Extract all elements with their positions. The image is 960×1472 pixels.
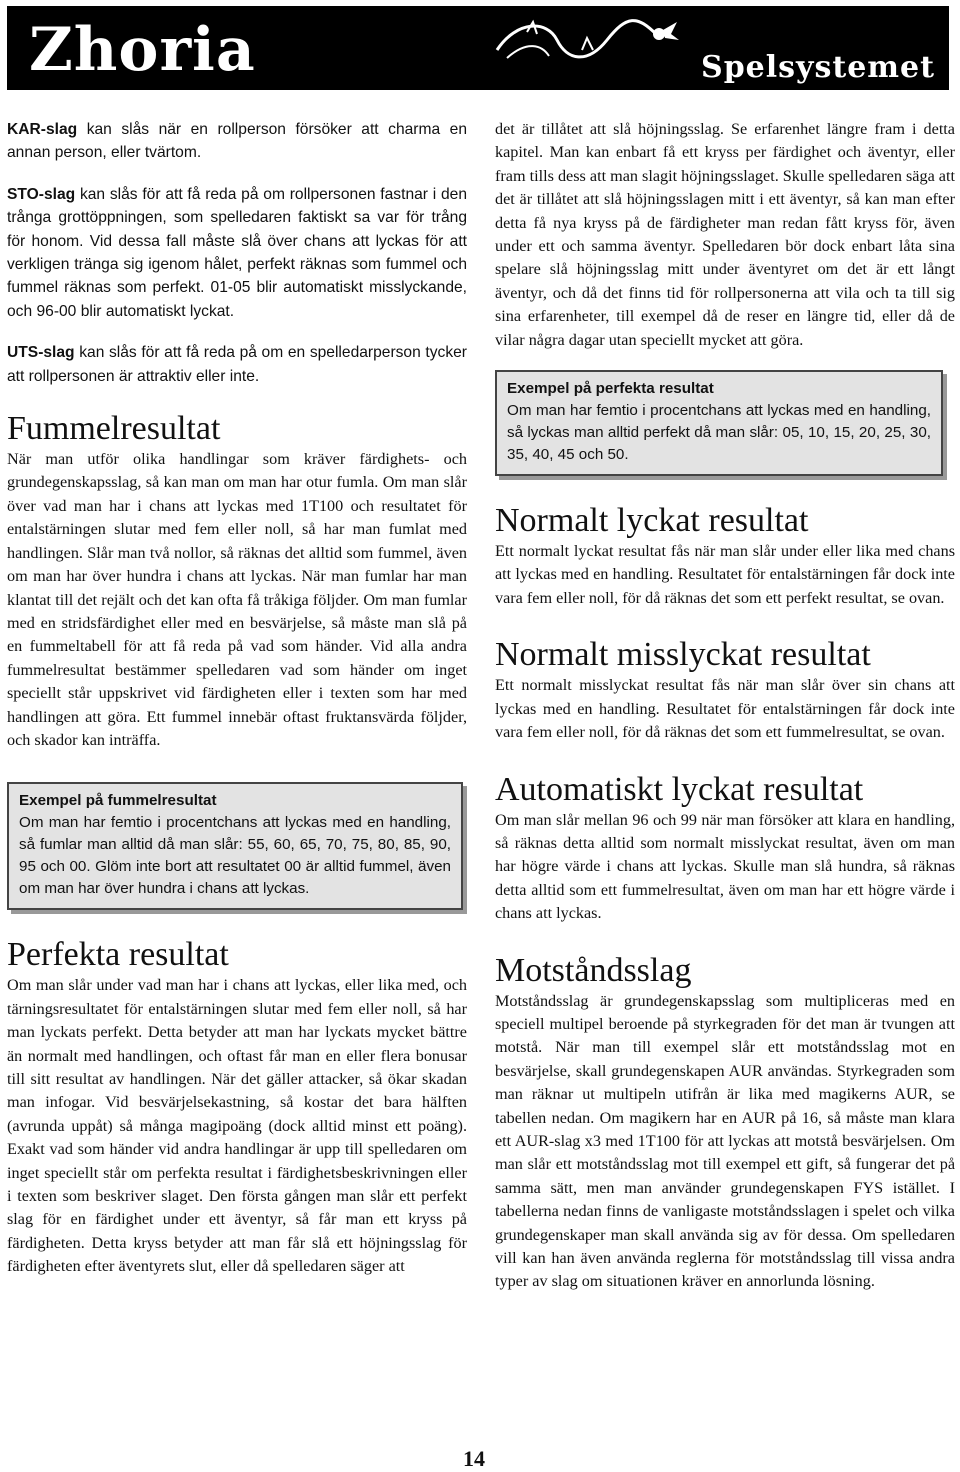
dragon-ornament-icon [487,10,687,70]
left-column [7,118,467,1279]
fummel-example-text: Om man har femtio i procentchans att lyckas med en handling, så fumlar man alltid då man slår: 55, 60, 65, 70, 75, 80, 85, 90, 95 och 00. Glöm inte bort att resultatet 00 är alltid fummel, även om man har över hundra i chans att lyckas. [19,814,451,898]
section-title [701,50,935,85]
page-header [7,6,949,90]
motstand-heading: Motståndsslag [495,951,692,989]
uts-lead: UTS-slag [7,344,75,362]
sto-lead: STO-slag [7,185,76,203]
perfekt-example-title: Exempel på perfekta resultat [507,380,714,398]
perfekta-text: Om man slår under vad man har i chans att lyckas, eller lika med, och tärningsresultatet för entalstärningen slutar med fem eller noll, så har man lyckats perfekt. Detta betyder att man har lyckats mycket bättre än normalt med handlingen, och oftast får man en eller flera bonusar till sitt resultat av handlingen. När det gäller attacker, så ökar skadan man infogar. Vid besvärjelsekastning, så kostar det bara hälften (avrunda uppåt) så många magipoäng (dock alltid minst ett poäng). Exakt vad som händer vid andra handlingar är upp till spelledaren om inget speciellt står om perfekta resultat i färdighetsbeskrivningen eller i texten som beskriver slaget. Den första gången man slår ett perfekt slag för en färdighet under ett äventyr, så får man ett kryss på färdigheten. Detta kryss betyder att man får slå ett höjningsslag för färdigheten efter äventyrets slut, eller då spelledaren säger att [7,976,467,1276]
brand-title [29,14,256,86]
right-column [495,118,955,1294]
continued-text: det är tillåtet att slå höjningsslag. Se erfarenhet längre fram i detta kapitel. Man kan enbart få ett kryss per färdighet och äventyr, eller fram tills dess att man slagit höjningsslaget. Skulle spelledaren säga att det är tillåtet att slå höjningsslagen mitt i ett äventyr, så kan man efter detta få nya kryss på de färdigheter man redan fått kryss för, även under ett och samma äventyr. Spelledaren bör dock enbart låta sina spelare slå höjningsslag mitt under äventyret om det är ett långt äventyr, och då det finns tid för rollpersonerna att vila och ta till sig sina erfarenheter, till exempel då de reser en längre tid, eller då de vilar några dagar utan speciellt mycket att göra. [495,120,955,349]
sto-paragraph [7,183,467,323]
normalt-lyckat-text: Ett normalt lyckat resultat fås när man slår under eller lika med chans att lyckas med en handling. Resultatet för entalstärningen får dock inte vara fem eller noll, för då räknas det som ett perfekt resultat, se ovan. [495,542,955,607]
perfekta-heading: Perfekta resultat [7,936,229,974]
section-text: Spelsystemet [701,50,935,85]
fummel-example-title: Exempel på fummelresultat [19,792,217,810]
perfekt-example-text: Om man har femtio i procentchans att lyckas med en handling, så lyckas man alltid perfekt då man slår: 05, 10, 15, 20, 25, 30, 35, 40, 45 och 50. [507,402,931,464]
normalt-misslyckat-heading: Normalt misslyckat resultat [495,636,871,674]
kar-paragraph [7,118,467,165]
sto-text-1: kan slås för att få reda på om rollpersonen fastnar i den trånga grottöppningen, som spelledaren faktiskt sa var för trång för honom. [7,185,467,250]
fummel-heading: Fummelresultat [7,410,221,448]
motstand-text: Motståndsslag är grundegenskapsslag som multipliceras med en speciell multipel beroende på styrkegraden för det man är tvungen att motstå. När man till exempel slår ett motståndsslag mot en besvärjelse, skall grundegenskapen AUR användas. Styrkegraden som man räknar ut multipeln utifrån är lika med magikerns AUR, se tabellen nedan. Om magikern har en AUR på 16, så måste man klara ett AUR-slag x3 med 1T100 för att lyckas att motstå besvärjelsen. Om man slår ett motståndsslag mot till exempel ett gift, så fungerar det på samma sätt, men man använder grundegenskapen FYS istället. I tabellerna nedan finns de vanligaste motståndsslagen i spelet och vilka grundegenskaper man skall använda sig av för dessa. Om spelledaren vill kan han även använda reglerna för motståndsslag till vissa andra typer av slag om situationen kräver en annorlunda lösning. [495,991,955,1291]
perfekt-example-box [495,370,943,476]
automatiskt-heading: Automatiskt lyckat resultat [495,770,864,808]
fummel-example-box [7,782,463,910]
normalt-misslyckat-text: Ett normalt misslyckat resultat fås när man slår över sin chans att lyckas med en handling. Resultatet för entalstärningen får dock inte vara fem eller noll, för då räknas det som ett fummelresultat, se ovan. [495,676,955,742]
kar-lead: KAR-slag [7,121,78,138]
fummel-text: När man utför olika handlingar som kräver färdighets- och grundegenskapsslag, så kan man om man har otur fumla. Om man slår över vad man har i chans att lyckas med 1T100 och resultatet för entalstärningen slutar med fem eller noll, så har man fumlat med handlingen. Slår man två nollor, så räknas det alltid som fummel, även om man har över hundra i chans att lyckas. När man fumlar har man klantat till det rejält och det kan ofta få tråkiga följder. Om man fumlar med en stridsfärdighet eller med en besvärjelse, så måste man slå på en fummeltabell för att få reda på vad som händer. Vid alla andra fummelresultat bestämmer spelledaren vad som händer om inget speciellt står uppskrivet vid färdigheten eller i texten som har med handlingen att göra. Ett fummel innebär oftast fruktansvärda följder, och skador kan inträffa. [7,450,467,749]
brand-text: Zhoria [29,15,256,85]
sto-text-2: Vid dessa fall måste slå över chans att lyckas för att verkligen tränga sig igenom hålet, perfekt räknas som fummel och fummel räknas som perfekt. 01-05 blir automatiskt misslyckande, och 96-00 blir automatiskt lyckat. [7,232,467,320]
kar-text: kan slås när en rollperson försöker att charma en annan person, eller tvärtom. [7,121,467,162]
page-number: 14 [463,1446,485,1471]
normalt-lyckat-heading: Normalt lyckat resultat [495,502,809,540]
uts-text: kan slås för att få reda på om en spelledarperson tycker att rollpersonen är attraktiv eller inte. [7,344,467,385]
automatiskt-text: Om man slår mellan 96 och 99 när man försöker att klara en handling, så räknas detta alltid som normalt misslyckat resultat, även om man har högre värde i chans att lyckas. Skulle man slå hundra, så räknas detta alltid som ett fummelresultat, även om man har ett högre värde i chans att lyckas. [495,810,955,923]
uts-paragraph [7,341,467,388]
